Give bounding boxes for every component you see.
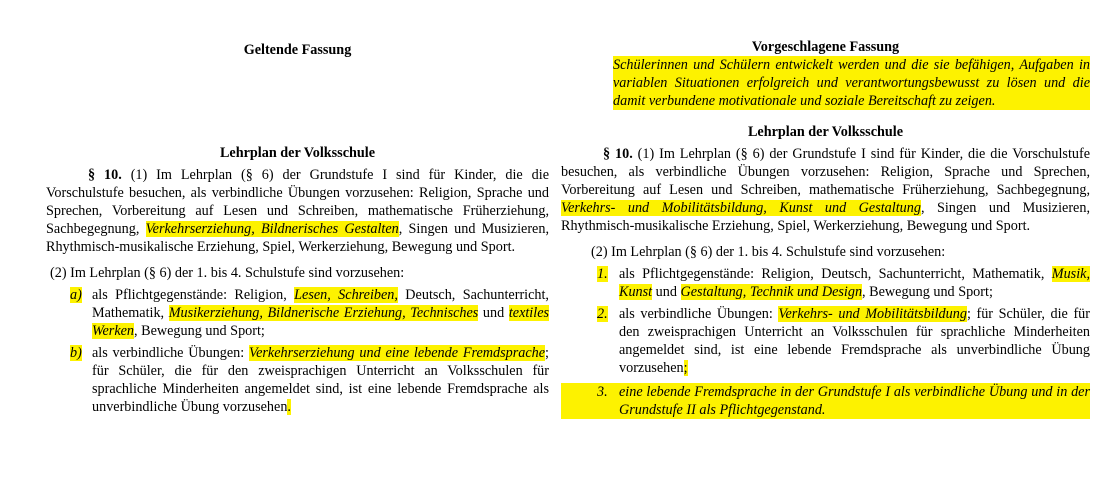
- proposed-version-title: Vorgeschlagene Fassung: [751, 39, 900, 55]
- paragraph-2: (2) Im Lehrplan (§ 6) der 1. bis 4. Schulstufe sind vorzusehen:: [50, 265, 405, 281]
- list-item-text: und: [652, 284, 681, 300]
- highlighted-change: Gestaltung, Technik und Design: [680, 284, 863, 300]
- paragraph-1-text: (1) Im Lehrplan (§ 6) der Grundstufe I sind für Kinder, die die Vorschulstufe besuchen, als verbindliche Übungen vorzusehen: Religion, Sprache und Sprechen, Vorbereitung auf Lesen und Schreiben, mathematische Früherziehung, Sachbegegnung,: [46, 167, 549, 237]
- intro-highlight: [561, 56, 1090, 110]
- highlighted-change: Musik, Kunst: [619, 266, 1090, 300]
- current-version-column: [46, 38, 549, 416]
- list-marker: b): [70, 345, 82, 361]
- highlighted-change: textiles Werken: [92, 305, 550, 339]
- spacer: [46, 64, 549, 144]
- list-item-text: eine lebende Fremdsprache in der Grundstufe I als verbindliche Übung und in der Grundstufe II als Pflichtgegenstand.: [619, 384, 1090, 418]
- highlighted-change: Lesen, Schreiben,: [294, 287, 398, 303]
- list-item-3: [561, 383, 1090, 419]
- list-item-text: ; für Schüler, die für den zweisprachigen Unterricht an Volksschulen für sprachliche Minderheiten angemeldet sind, ist eine lebende Fremdsprache als unverbindliche Übung vorzusehen: [92, 345, 549, 415]
- highlighted-change: ;: [683, 360, 688, 376]
- list-item-text: als verbindliche Übungen:: [92, 345, 250, 361]
- highlighted-change: Schülerinnen und Schülern entwickelt werden und die sie befähigen, Aufgaben in variablen Situationen erfolgreich und verantwortungsbewusst zu lösen und die damit verbundene motivationale und soziale Bereitschaft zu zeigen.: [613, 57, 1090, 109]
- current-version-title: Geltende Fassung: [243, 42, 352, 58]
- list-item-text: als Pflichtgegenstände: Religion,: [92, 287, 295, 303]
- list-item-text: als verbindliche Übungen:: [619, 306, 779, 322]
- list-item-text: , Bewegung und Sport;: [134, 323, 265, 339]
- list-item-1: [561, 265, 1090, 301]
- paragraph-1: [46, 166, 549, 256]
- paragraph-2: (2) Im Lehrplan (§ 6) der 1. bis 4. Schulstufe sind vorzusehen:: [591, 244, 946, 260]
- list-item-text: und: [478, 305, 509, 321]
- section-heading: Lehrplan der Volksschule: [747, 124, 904, 140]
- highlighted-change: .: [287, 399, 291, 415]
- highlighted-change: Verkehrs- und Mobilitätsbildung: [778, 306, 967, 322]
- list-item-text: , Bewegung und Sport;: [862, 284, 993, 300]
- paragraph-number: § 10.: [88, 167, 131, 183]
- highlighted-change: Musikerziehung, Bildnerische Erziehung, Technisches: [168, 305, 479, 321]
- list-item-text: Deutsch, Sachunterricht, Mathematik,: [92, 287, 549, 321]
- proposed-version-column: [561, 38, 1090, 419]
- list-item-text: ; für Schüler, die für den zweisprachigen Unterricht an Volksschulen für sprachliche Minderheiten angemeldet sind, ist eine lebende Fremdsprache als unverbindliche Übung vorzusehen: [619, 306, 1090, 376]
- highlighted-change: Verkehrs- und Mobilitätsbildung, Kunst und Gestaltung: [561, 200, 921, 216]
- paragraph-1-text: (1) Im Lehrplan (§ 6) der Grundstufe I sind für Kinder, die die Vorschulstufe besuchen, als verbindliche Übungen vorzusehen: Religion, Sprache und Sprechen, Vorbereitung auf Lesen und Schreiben, mathematische Früherziehung, Sachbegegnung,: [561, 146, 1091, 198]
- highlighted-change: Verkehrserziehung und eine lebende Fremdsprache: [249, 345, 546, 361]
- list-item-text: als Pflichtgegenstände: Religion, Deutsch, Sachunterricht, Mathematik,: [619, 266, 1052, 282]
- paragraph-1-text-end: , Singen und Musizieren, Rhythmisch-musikalische Erziehung, Spiel, Werkerziehung, Bewegung und Sport.: [561, 200, 1090, 234]
- list-marker: 1.: [597, 266, 608, 282]
- paragraph-number: § 10.: [603, 146, 638, 162]
- list-item-b: [46, 344, 549, 416]
- paragraph-1: [561, 145, 1090, 235]
- section-heading: Lehrplan der Volksschule: [219, 145, 376, 161]
- list-marker: 2.: [597, 306, 608, 322]
- list-item-a: [46, 286, 549, 340]
- paragraph-1-text-end: , Singen und Musizieren, Rhythmisch-musikalische Erziehung, Spiel, Werkerziehung, Bewegung und Sport.: [46, 221, 549, 255]
- highlighted-change: Verkehrserziehung, Bildnerisches Gestalten: [145, 221, 399, 237]
- list-item-2: [561, 305, 1090, 377]
- list-marker: a): [70, 287, 82, 303]
- list-marker: 3.: [597, 384, 608, 400]
